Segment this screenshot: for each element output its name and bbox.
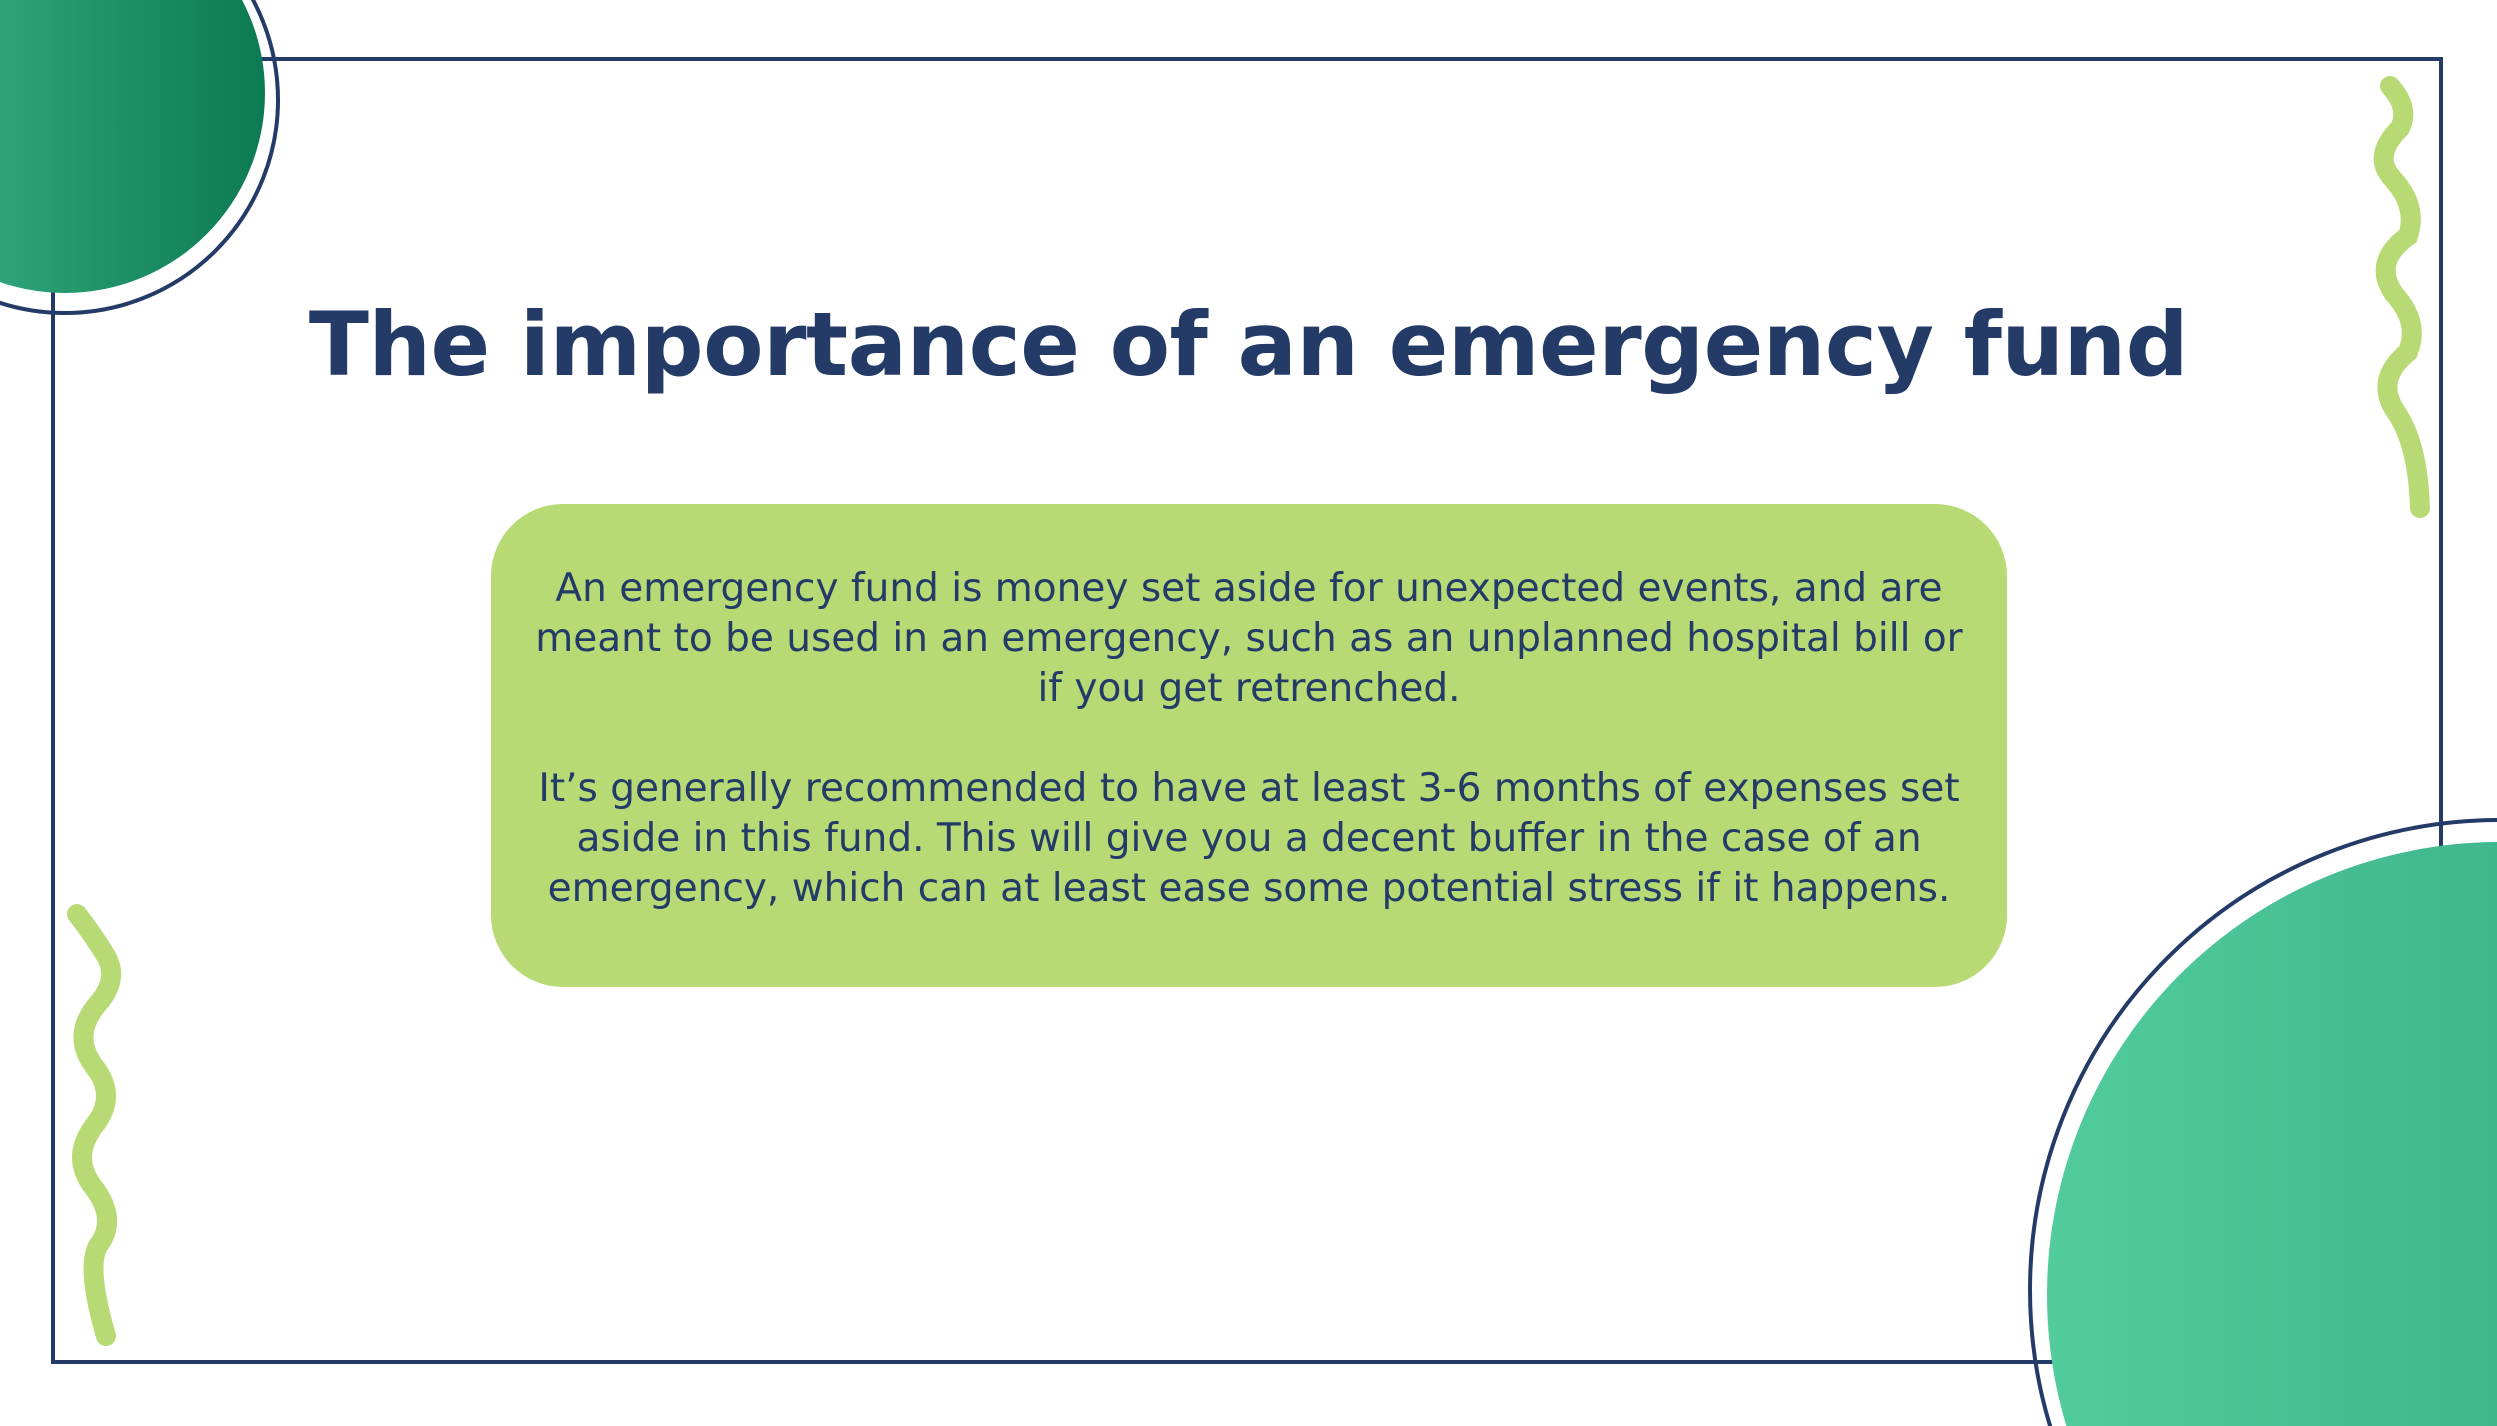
page-title: The importance of an emergency fund xyxy=(308,293,2189,396)
info-paragraph-2: It’s generally recommended to have at least 3-6 months of expenses set aside in this fund. This will give you a decent buffer in the case of an emergency, which can at least ease some potential stress if it happens. xyxy=(538,766,1960,911)
info-paragraph-1: An emergency fund is money set aside for unexpected events, and are meant to be used in an emergency, such as an unplanned hospital bill or if you get retrenched. xyxy=(535,566,1963,711)
info-card xyxy=(491,504,2007,987)
